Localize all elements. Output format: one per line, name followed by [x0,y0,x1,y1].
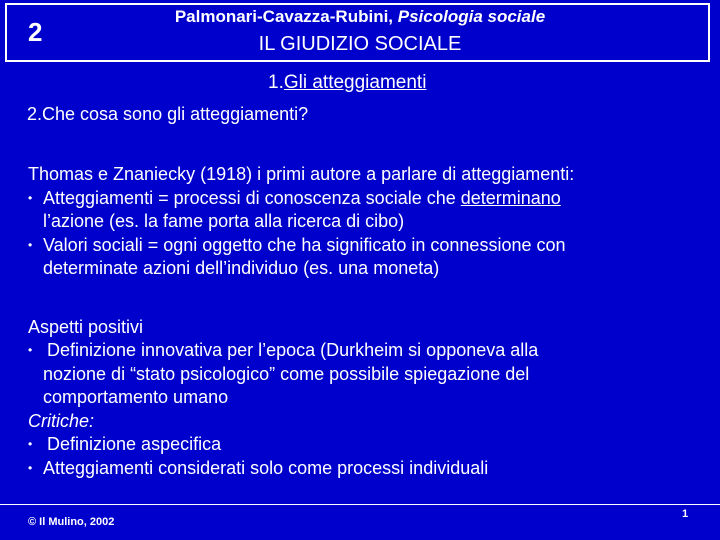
bullet-icon: • [28,343,33,357]
header-title: IL GIUDIZIO SOCIALE [258,33,462,55]
critique-text: Atteggiamenti considerati solo come processi individuali [43,457,489,478]
definition-underlined: determinano [460,187,561,208]
critique-item [28,457,708,481]
definition-continuation: determinate azioni dell’individuo (es. una moneta) [43,258,440,278]
section-title [268,72,426,94]
page-number: 1 [682,508,689,520]
footer-divider [0,504,720,505]
intro-text: Thomas e Znaniecky (1918) i primi autore a parlare di atteggiamenti: [28,164,575,184]
question-heading: 2.Che cosa sono gli atteggiamenti? [27,104,309,124]
definition-text: Valori sociali = ogni oggetto che ha significato in connessione con [43,234,566,255]
section-title-text: Gli atteggiamenti [283,72,427,93]
definition-item [28,234,708,258]
critique-item [28,433,708,457]
section-number: 1. [268,72,284,93]
bullet-icon: • [28,460,33,475]
header-authors: Palmonari-Cavazza-Rubini, [174,7,394,26]
positives-heading: Aspetti positivi [28,316,144,337]
positive-text: Definizione innovativa per l’epoca (Durkheim si opponeva alla [47,340,539,360]
header-subtitle [0,7,720,27]
definition-continuation: l’azione (es. la fame porta alla ricerca di cibo) [43,211,405,231]
bullet-icon: • [28,190,33,205]
header-book-title: Psicologia sociale [397,7,546,26]
footer-copyright: © Il Mulino, 2002 [28,516,115,528]
bullet-icon: • [28,437,33,451]
positive-continuation: nozione di “stato psicologico” come possibile spiegazione del [43,363,530,384]
critique-text: Definizione aspecifica [47,434,222,454]
slide-number: 2 [28,17,43,47]
critiques-heading: Critiche: [28,410,95,431]
positive-continuation: comportamento umano [43,387,229,407]
definition-text: Atteggiamenti = processi di conoscenza sociale che [43,187,461,208]
definition-item [28,187,708,211]
bullet-icon: • [28,237,33,252]
slide-body [28,163,708,480]
positive-item [28,339,708,363]
